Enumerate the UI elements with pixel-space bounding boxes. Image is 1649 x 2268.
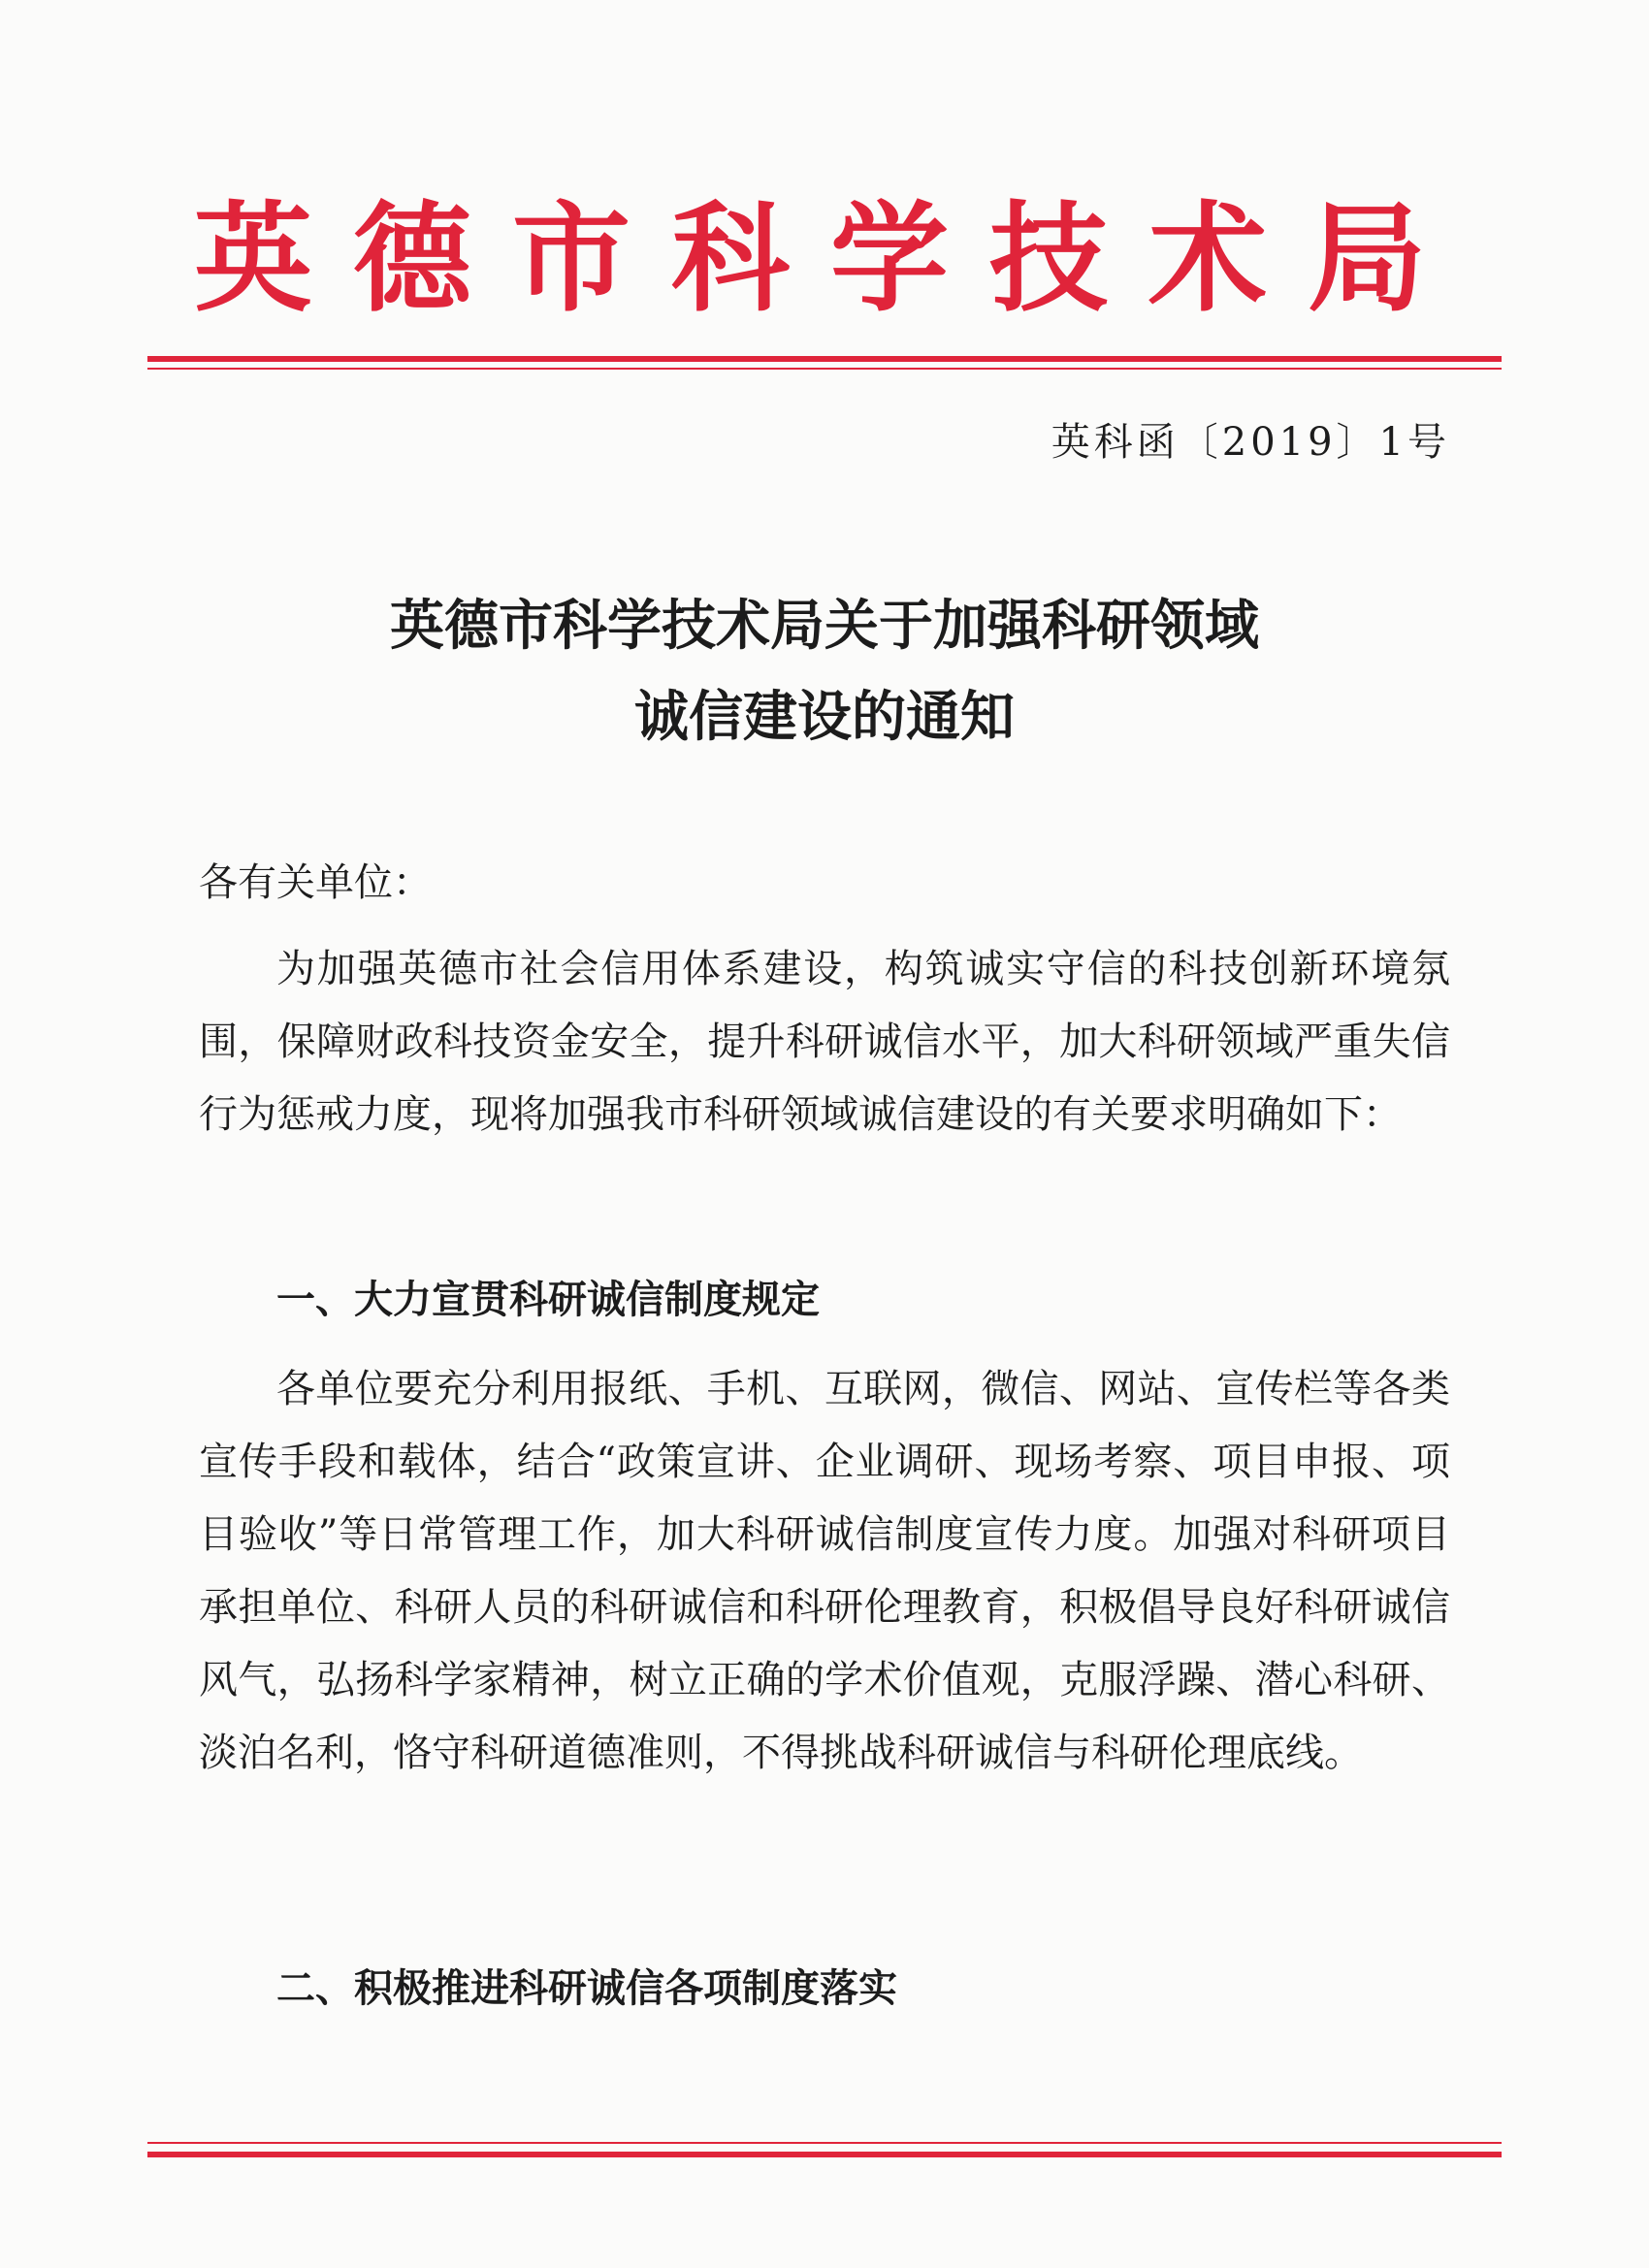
section-1-paragraph: 各单位要充分利用报纸、手机、互联网，微信、网站、宣传栏等各类宣传手段和载体，结合“政策宣讲、企业调研、现场考察、项目申报、项目验收”等日常管理工作，加大科研诚信制度宣传力度。加强对科研项目承担单位、科研人员的科研诚信和科研伦理教育，积极倡导良好科研诚信风气，弘扬科学家精神，树立正确的学术价值观，克服浮躁、潜心科研、淡泊名利，恪守科研道德准则，不得挑战科研诚信与科研伦理底线。: [199, 1367, 1450, 1775]
letterhead-rule-thin: [147, 368, 1502, 370]
document-number: 英科函〔2019〕1号: [1051, 420, 1450, 465]
intro-paragraph: 为加强英德市社会信用体系建设，构筑诚实守信的科技创新环境氛围，保障财政科技资金安全，提升科研诚信水平，加大科研领域严重失信行为惩戒力度，现将加强我市科研领域诚信建设的有关要求明确如下：: [199, 947, 1450, 1137]
salutation: 各有关单位：: [199, 860, 432, 905]
letterhead-rule-thick: [147, 356, 1502, 362]
document-title-line2: 诚信建设的通知: [634, 686, 1015, 749]
section-1-body-block: [199, 1353, 1450, 1790]
intro-paragraph-block: [199, 933, 1450, 1151]
section-1-heading: 一、大力宣贯科研诚信制度规定: [276, 1278, 820, 1322]
letterhead-agency-name: 英德市科学技术局: [194, 188, 1467, 328]
section-2-heading: 二、积极推进科研诚信各项制度落实: [276, 1966, 897, 2011]
footer-rule-thin: [147, 2142, 1502, 2144]
footer-rule-thick: [147, 2152, 1502, 2157]
document-title-line1: 英德市科学技术局关于加强科研领域: [390, 595, 1259, 658]
